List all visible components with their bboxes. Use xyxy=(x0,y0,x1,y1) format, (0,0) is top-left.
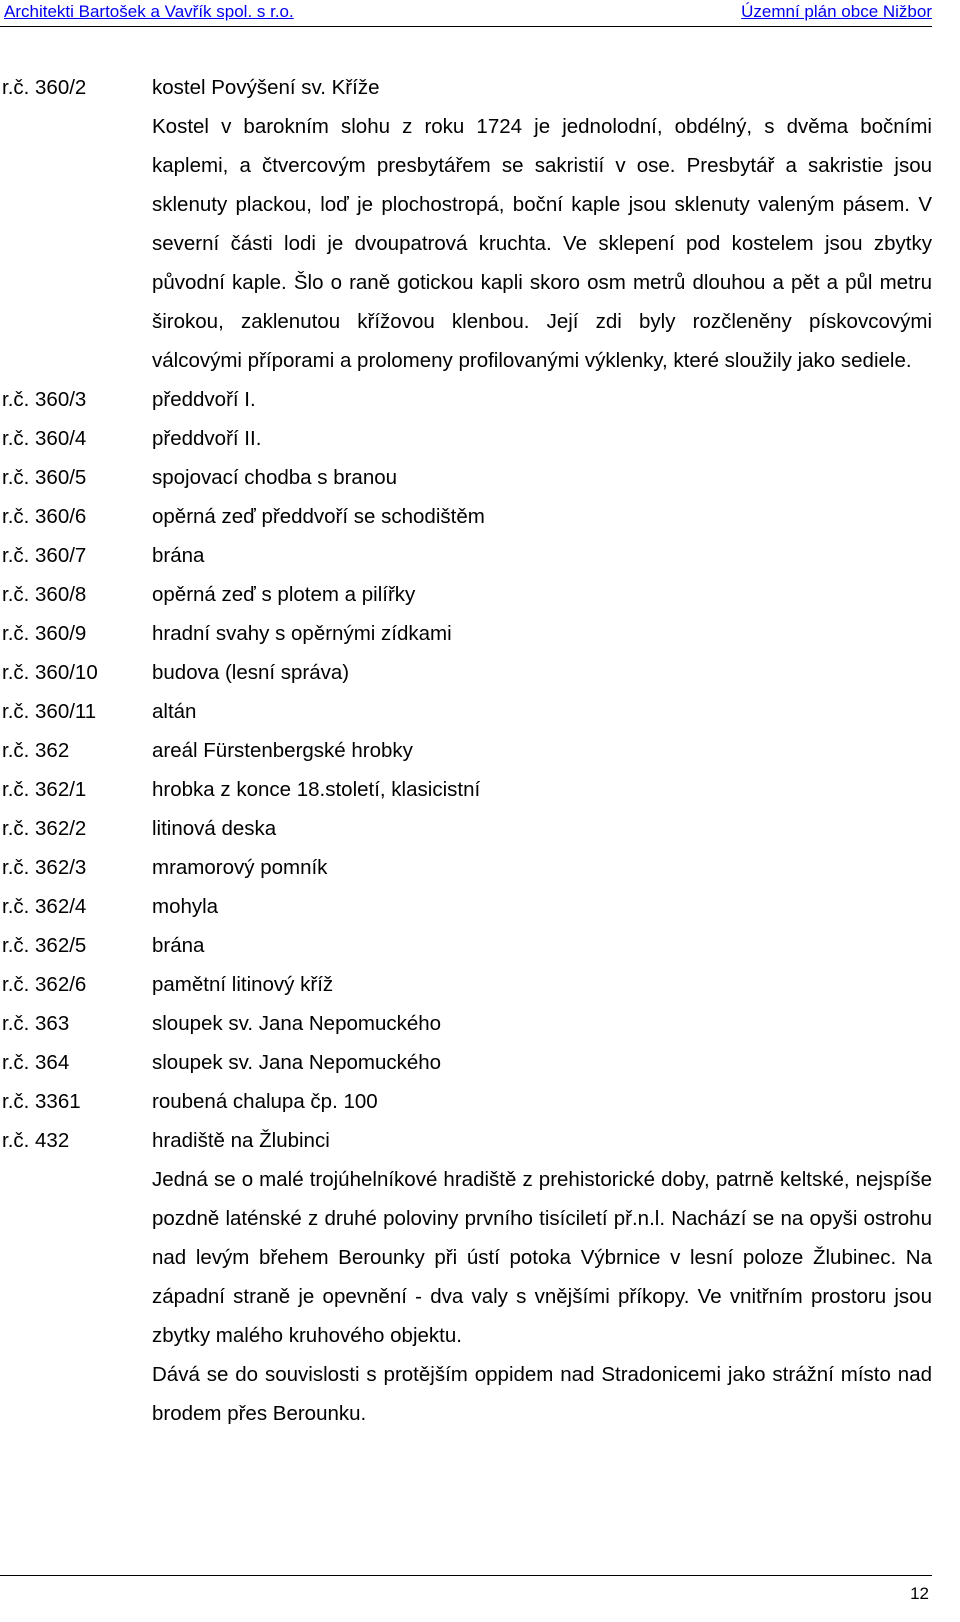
monument-name: mohyla xyxy=(152,895,219,918)
monument-name: opěrná zeď s plotem a pilířky xyxy=(152,583,416,606)
registry-number: r.č. 363 xyxy=(2,1012,70,1035)
header-document-title xyxy=(741,2,932,22)
registry-number: r.č. 360/10 xyxy=(2,661,98,684)
monument-name: roubená chalupa čp. 100 xyxy=(152,1090,378,1113)
list-item xyxy=(0,965,932,1004)
monument-name: brána xyxy=(152,544,205,567)
registry-number: r.č. 360/6 xyxy=(2,505,87,528)
entry-body xyxy=(152,770,932,809)
monument-name: spojovací chodba s branou xyxy=(152,466,398,489)
monument-name: pamětní litinový kříž xyxy=(152,973,334,996)
page-footer xyxy=(0,1575,932,1603)
monument-name: předdvoří I. xyxy=(152,388,256,411)
list-item xyxy=(0,1043,932,1082)
registry-number: r.č. 362 xyxy=(2,739,70,762)
monument-description: Kostel v barokním slohu z roku 1724 je jednolodní, obdélný, s dvěma bočními kaplemi, a čtvercovým presbytářem se sakristií v ose. Presbytář a sakristie jsou sklenuty plackou, loď je plochostropá, boční kaple jsou sklenuty valeným pásem. V severní části lodi je dvoupatrová kruchta. Ve sklepení pod kostelem jsou zbytky původní kaple. Šlo o raně gotickou kapli skoro osm metrů dlouhou a pět a půl metru širokou, zaklenutou křížovou klenbou. Její zdi byly rozčleněny pískovcovými válcovými příporami a prolomeny profilovanými výklenky, které sloužily jako sediele. xyxy=(152,115,932,372)
header-document-link[interactable]: Územní plán obce Nižbor xyxy=(741,2,932,21)
registry-number: r.č. 362/3 xyxy=(2,856,87,879)
header-firm-link[interactable]: Architekti Bartošek a Vavřík spol. s r.o. xyxy=(4,2,294,21)
list-item xyxy=(0,1121,932,1433)
list-item xyxy=(0,731,932,770)
entry-body xyxy=(152,692,932,731)
entry-body xyxy=(152,653,932,692)
monument-name: kostel Povýšení sv. Kříže xyxy=(152,76,380,99)
monument-name: hradní svahy s opěrnými zídkami xyxy=(152,622,452,645)
entry-body xyxy=(152,965,932,1004)
registry-number: r.č. 432 xyxy=(2,1129,70,1152)
list-item xyxy=(0,536,932,575)
registry-number: r.č. 360/8 xyxy=(2,583,87,606)
monument-name: budova (lesní správa) xyxy=(152,661,350,684)
list-item xyxy=(0,1004,932,1043)
registry-number: r.č. 360/4 xyxy=(2,427,87,450)
monument-description: Dává se do souvislosti s protějším oppidem nad Stradonicemi jako strážní místo nad brodem přes Berounku. xyxy=(152,1363,932,1425)
entry-body xyxy=(152,848,932,887)
monument-name: sloupek sv. Jana Nepomuckého xyxy=(152,1012,442,1035)
registry-number: r.č. 3361 xyxy=(2,1090,81,1113)
registry-number: r.č. 360/2 xyxy=(2,76,87,99)
registry-number: r.č. 364 xyxy=(2,1051,70,1074)
list-item xyxy=(0,692,932,731)
list-item xyxy=(0,770,932,809)
registry-number: r.č. 360/9 xyxy=(2,622,87,645)
entry-body xyxy=(152,1004,932,1043)
entry-body xyxy=(152,926,932,965)
header-firm-name xyxy=(4,2,294,22)
list-item xyxy=(0,68,932,380)
list-item xyxy=(0,419,932,458)
monument-list xyxy=(0,68,932,1433)
list-item xyxy=(0,653,932,692)
list-item xyxy=(0,458,932,497)
page-number: 12 xyxy=(910,1584,929,1603)
list-item xyxy=(0,1082,932,1121)
monument-name: sloupek sv. Jana Nepomuckého xyxy=(152,1051,442,1074)
entry-body xyxy=(152,458,932,497)
registry-number: r.č. 360/3 xyxy=(2,388,87,411)
entry-body xyxy=(152,809,932,848)
registry-number: r.č. 360/5 xyxy=(2,466,87,489)
registry-number: r.č. 362/5 xyxy=(2,934,87,957)
entry-body xyxy=(152,497,932,536)
monument-name: hradiště na Žlubinci xyxy=(152,1129,330,1152)
monument-name: opěrná zeď předdvoří se schodištěm xyxy=(152,505,485,528)
entry-body xyxy=(152,68,932,380)
monument-name: areál Fürstenbergské hrobky xyxy=(152,739,413,762)
registry-number: r.č. 360/11 xyxy=(2,700,97,723)
entry-body xyxy=(152,536,932,575)
entry-body xyxy=(152,1082,932,1121)
monument-name: mramorový pomník xyxy=(152,856,328,879)
list-item xyxy=(0,575,932,614)
registry-number: r.č. 362/2 xyxy=(2,817,87,840)
entry-body xyxy=(152,1121,932,1433)
page-header xyxy=(0,0,932,27)
list-item xyxy=(0,848,932,887)
entry-body xyxy=(152,575,932,614)
monument-description: Jedná se o malé trojúhelníkové hradiště z prehistorické doby, patrně keltské, nejspíše pozdně laténské z druhé poloviny prvního tisíciletí př.n.l. Nachází se na opyši ostrohu nad levým břehem Berounky při ústí potoka Výbrnice v lesní poloze Žlubinec. Na západní straně je opevnění - dva valy s vnějšími příkopy. Ve vnitřním prostoru jsou zbytky malého kruhového objektu. xyxy=(152,1168,932,1347)
list-item xyxy=(0,614,932,653)
registry-number: r.č. 360/7 xyxy=(2,544,87,567)
registry-number: r.č. 362/6 xyxy=(2,973,87,996)
entry-body xyxy=(152,887,932,926)
monument-name: brána xyxy=(152,934,205,957)
registry-number: r.č. 362/1 xyxy=(2,778,87,801)
list-item xyxy=(0,887,932,926)
list-item xyxy=(0,926,932,965)
entry-body xyxy=(152,1043,932,1082)
entry-body xyxy=(152,731,932,770)
list-item xyxy=(0,497,932,536)
monument-name: litinová deska xyxy=(152,817,277,840)
monument-name: předdvoří II. xyxy=(152,427,262,450)
list-item xyxy=(0,380,932,419)
list-item xyxy=(0,809,932,848)
entry-body xyxy=(152,380,932,419)
monument-name: hrobka z konce 18.století, klasicistní xyxy=(152,778,481,801)
registry-number: r.č. 362/4 xyxy=(2,895,87,918)
entry-body xyxy=(152,614,932,653)
entry-body xyxy=(152,419,932,458)
monument-name: altán xyxy=(152,700,197,723)
